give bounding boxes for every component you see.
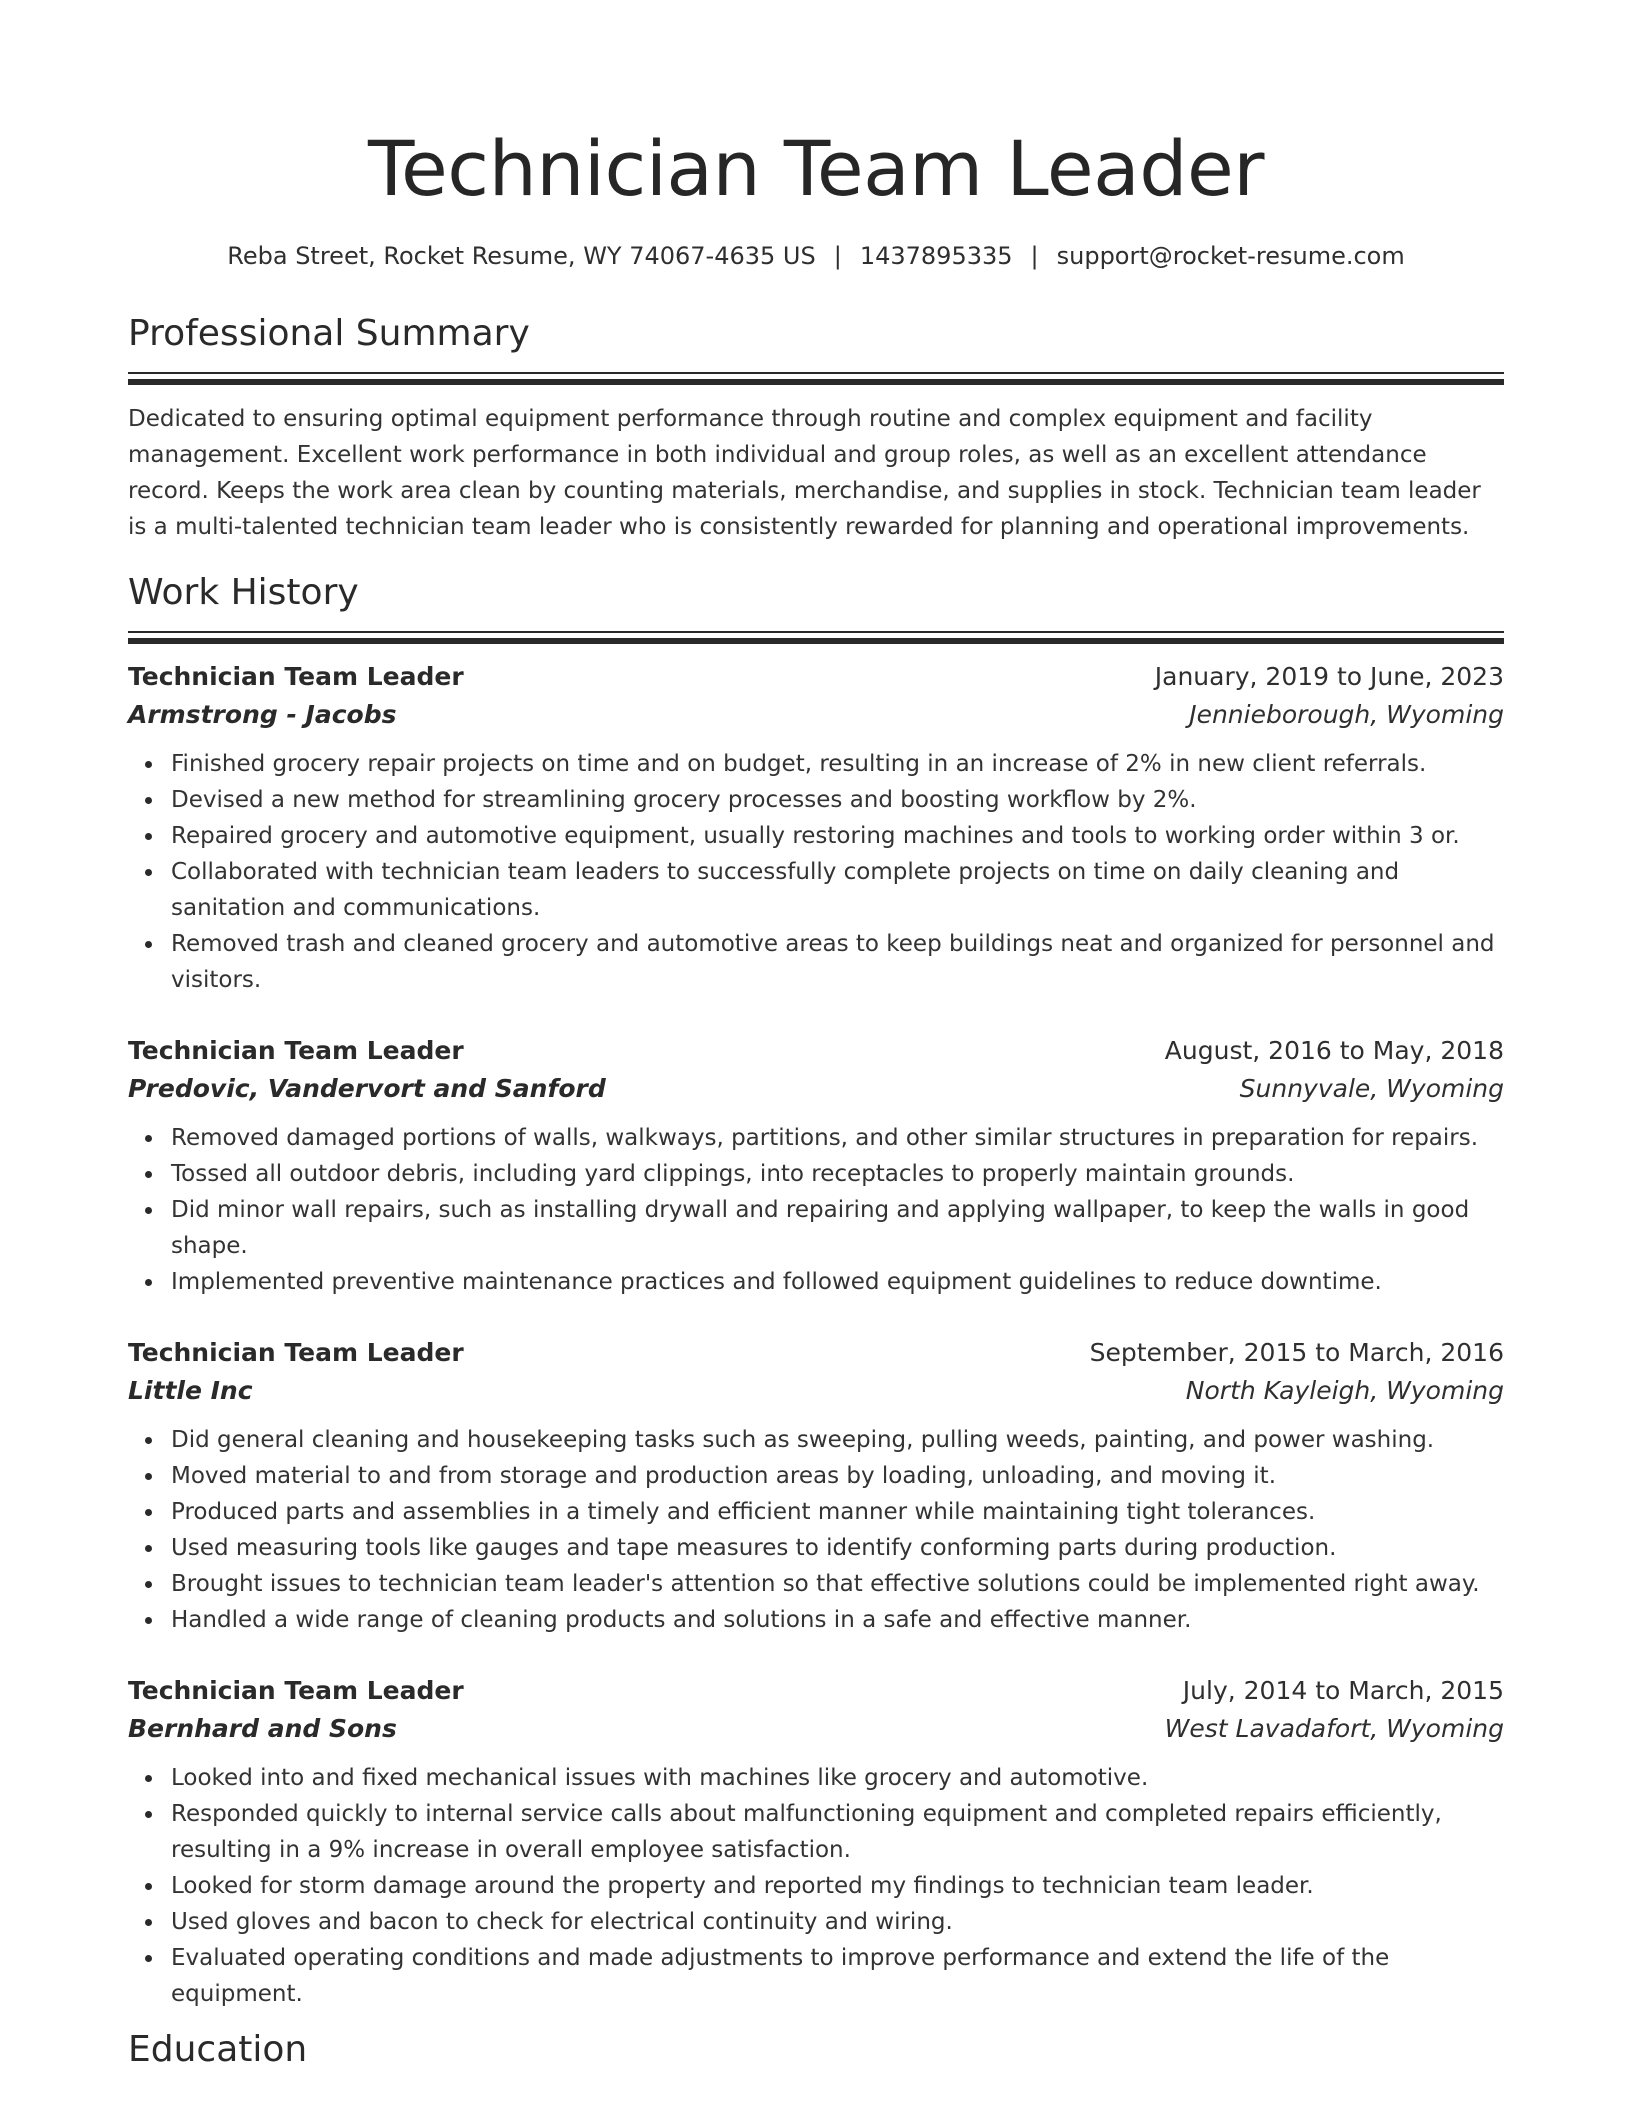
contact-separator: |	[833, 242, 842, 270]
contact-address: Reba Street, Rocket Resume, WY 74067-4635 US	[227, 242, 816, 270]
job-company: Armstrong - Jacobs	[128, 700, 397, 729]
contact-line	[128, 240, 1504, 272]
job-entry	[128, 1032, 1504, 1300]
contact-email: support@rocket-resume.com	[1056, 242, 1405, 270]
job-bullet: Did minor wall repairs, such as installing drywall and repairing and applying wallpaper, to keep the walls in good shape.	[171, 1192, 1504, 1264]
job-entry	[128, 1334, 1504, 1638]
job-company-row	[128, 1372, 1504, 1410]
job-location: North Kayleigh, Wyoming	[1185, 1376, 1504, 1405]
job-bullets	[128, 1760, 1504, 2012]
job-bullets	[128, 746, 1504, 998]
job-bullet: Produced parts and assemblies in a timely and efficient manner while maintaining tight tolerances.	[171, 1494, 1504, 1530]
job-bullet: Repaired grocery and automotive equipment, usually restoring machines and tools to working order within 3 or.	[171, 818, 1504, 854]
job-bullet: Evaluated operating conditions and made adjustments to improve performance and extend the life of the equipment.	[171, 1940, 1504, 2012]
contact-phone: 1437895335	[859, 242, 1013, 270]
job-bullet: Moved material to and from storage and production areas by loading, unloading, and moving it.	[171, 1458, 1504, 1494]
job-bullet: Finished grocery repair projects on time and on budget, resulting in an increase of 2% in new client referrals.	[171, 746, 1504, 782]
job-bullets	[128, 1120, 1504, 1300]
job-bullet: Tossed all outdoor debris, including yard clippings, into receptacles to properly maintain grounds.	[171, 1156, 1504, 1192]
section-title-summary: Professional Summary	[128, 313, 530, 354]
job-dates: August, 2016 to May, 2018	[1164, 1036, 1504, 1065]
job-location: Jennieborough, Wyoming	[1189, 700, 1504, 729]
job-dates: January, 2019 to June, 2023	[1154, 662, 1504, 691]
section-divider	[128, 372, 1504, 385]
job-company-row	[128, 1710, 1504, 1748]
job-bullet: Looked into and fixed mechanical issues with machines like grocery and automotive.	[171, 1760, 1504, 1796]
job-bullet: Brought issues to technician team leader's attention so that effective solutions could be implemented right away.	[171, 1566, 1504, 1602]
job-bullet: Removed trash and cleaned grocery and automotive areas to keep buildings neat and organized for personnel and visitors.	[171, 926, 1504, 998]
job-title: Technician Team Leader	[128, 662, 464, 691]
contact-separator: |	[1030, 242, 1039, 270]
job-company-row	[128, 696, 1504, 734]
job-entry	[128, 1672, 1504, 2012]
job-header-row	[128, 1334, 1504, 1372]
job-title: Technician Team Leader	[128, 1676, 464, 1705]
job-dates: September, 2015 to March, 2016	[1089, 1338, 1504, 1367]
job-title: Technician Team Leader	[128, 1338, 464, 1367]
job-title: Technician Team Leader	[128, 1036, 464, 1065]
job-location: West Lavadafort, Wyoming	[1164, 1714, 1504, 1743]
job-bullet: Did general cleaning and housekeeping tasks such as sweeping, pulling weeds, painting, and power washing.	[171, 1422, 1504, 1458]
job-header-row	[128, 658, 1504, 696]
job-bullet: Used gloves and bacon to check for electrical continuity and wiring.	[171, 1904, 1504, 1940]
section-title-education: Education	[128, 2029, 308, 2070]
job-header-row	[128, 1032, 1504, 1070]
job-company: Little Inc	[128, 1376, 253, 1405]
job-company: Predovic, Vandervort and Sanford	[128, 1074, 606, 1103]
section-divider	[128, 631, 1504, 644]
job-bullet: Collaborated with technician team leaders to successfully complete projects on time on daily cleaning and sanitation and communications.	[171, 854, 1504, 926]
job-bullet: Handled a wide range of cleaning products and solutions in a safe and effective manner.	[171, 1602, 1504, 1638]
job-bullet: Implemented preventive maintenance practices and followed equipment guidelines to reduce downtime.	[171, 1264, 1504, 1300]
job-bullet: Used measuring tools like gauges and tape measures to identify conforming parts during production.	[171, 1530, 1504, 1566]
job-company-row	[128, 1070, 1504, 1108]
job-header-row	[128, 1672, 1504, 1710]
section-title-work-history: Work History	[128, 572, 359, 613]
resume-name: Technician Team Leader	[368, 124, 1264, 213]
resume-page	[128, 0, 1504, 2072]
job-company: Bernhard and Sons	[128, 1714, 397, 1743]
summary-text: Dedicated to ensuring optimal equipment performance through routine and complex equipment and facility management. Excellent work performance in both individual and group roles, as well as an excellent attendance record. Keeps the work area clean by counting materials, merchandise, and supplies in stock. Technician team leader is a multi-talented technician team leader who is consistently rewarded for planning and operational improvements.	[128, 406, 1481, 540]
job-bullets	[128, 1422, 1504, 1638]
job-bullet: Devised a new method for streamlining grocery processes and boosting workflow by 2%.	[171, 782, 1504, 818]
job-bullet: Removed damaged portions of walls, walkways, partitions, and other similar structures in preparation for repairs.	[171, 1120, 1504, 1156]
job-bullet: Looked for storm damage around the property and reported my findings to technician team leader.	[171, 1868, 1504, 1904]
job-location: Sunnyvale, Wyoming	[1239, 1074, 1504, 1103]
job-dates: July, 2014 to March, 2015	[1182, 1676, 1504, 1705]
job-entry	[128, 658, 1504, 998]
job-bullet: Responded quickly to internal service calls about malfunctioning equipment and completed repairs efficiently, resulting in a 9% increase in overall employee satisfaction.	[171, 1796, 1504, 1868]
